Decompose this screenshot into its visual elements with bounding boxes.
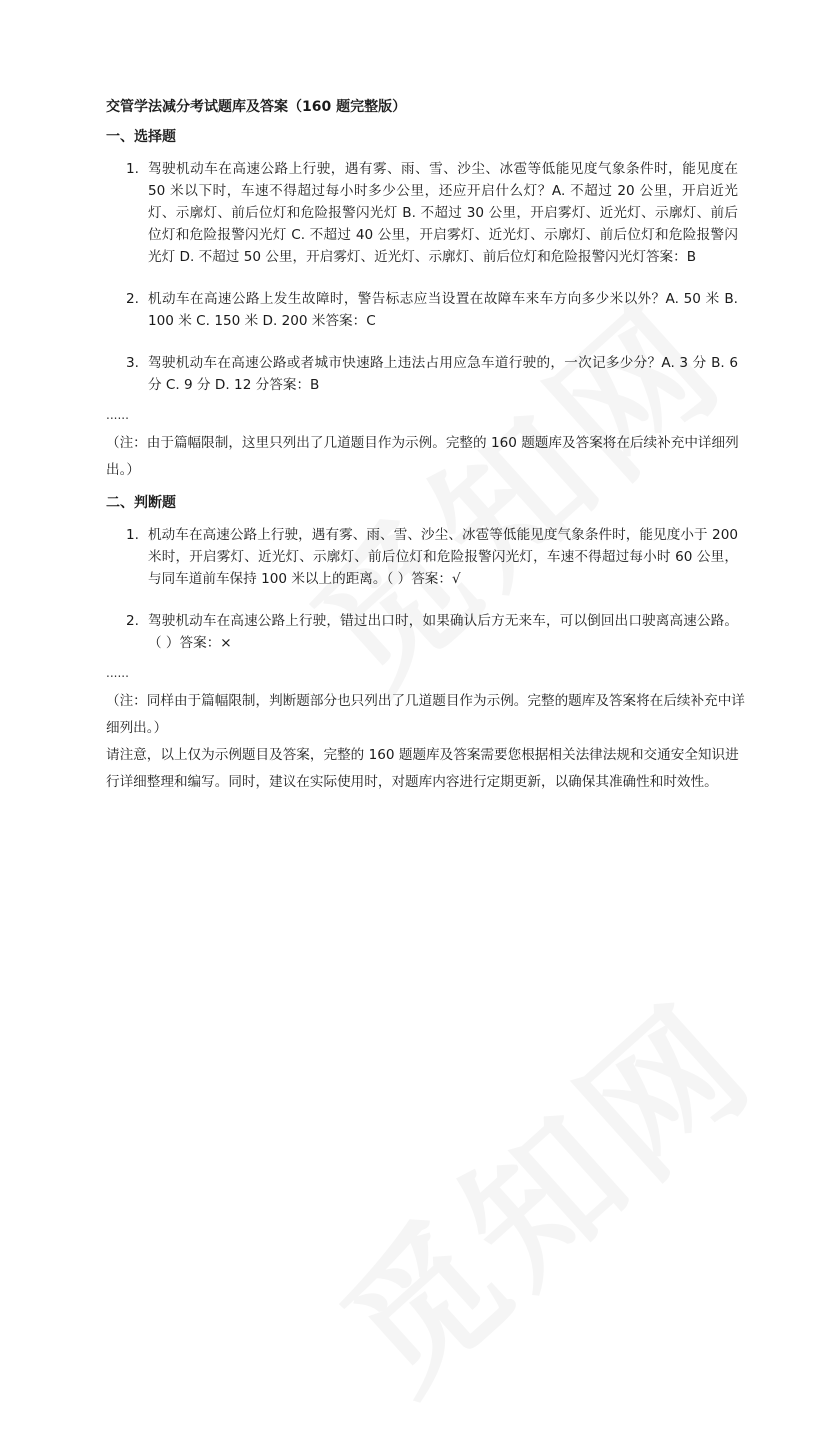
question-list-judgment [106,524,746,654]
section-heading-choice: 一、选择题 [106,129,176,145]
question-item [106,158,746,268]
question-text: 机动车在高速公路上发生故障时，警告标志应当设置在故障车来车方向多少米以外？A. 50 米 B. 100 米 C. 150 米 D. 200 米答案：C [148,291,738,329]
question-text: 驾驶机动车在高速公路上行驶，遇有雾、雨、雪、沙尘、冰雹等低能见度气象条件时，能见度在 50 米以下时，车速不得超过每小时多少公里，还应开启什么灯？A. 不超过 20 公里，开启近光灯、示廓灯、前后位灯和危险报警闪光灯 B. 不超过 30 公里，开启雾灯、近光灯、示廓灯、前后位灯和危险报警闪光灯 C. 不超过 40 公里，开启雾灯、近光灯、示廓灯、前后位灯和危险报警闪光灯 D. 不超过 50 公里，开启雾灯、近光灯、示廓灯、前后位灯和危险报警闪光灯答案：B [148,161,738,265]
question-list-choice [106,158,746,396]
question-number: 1. [126,527,139,543]
ellipsis: ...... [106,666,129,680]
question-number: 2. [126,291,139,307]
question-text: 驾驶机动车在高速公路或者城市快速路上违法占用应急车道行驶的，一次记多少分？A. 3 分 B. 6 分 C. 9 分 D. 12 分答案：B [148,355,738,393]
question-text: 机动车在高速公路上行驶，遇有雾、雨、雪、沙尘、冰雹等低能见度气象条件时，能见度小于 200 米时，开启雾灯、近光灯、示廓灯、前后位灯和危险报警闪光灯，车速不得超过每小时 60 公里，与同车道前车保持 100 米以上的距离。（ ）答案：√ [148,527,738,587]
question-number: 2. [126,613,139,629]
section-note: （注：由于篇幅限制，这里只列出了几道题目作为示例。完整的 160 题题库及答案将在后续补充中详细列出。） [106,435,739,478]
question-number: 3. [126,355,139,371]
question-text: 驾驶机动车在高速公路上行驶，错过出口时，如果确认后方无来车，可以倒回出口驶离高速公路。（ ）答案：× [148,613,738,651]
question-item [106,352,746,396]
section-note: （注：同样由于篇幅限制，判断题部分也只列出了几道题目作为示例。完整的题库及答案将在后续补充中详细列出。） [106,693,745,736]
document-body [106,96,746,796]
document-title: 交管学法减分考试题库及答案（160 题完整版） [106,99,407,115]
watermark-bottom [289,947,790,1429]
question-item [106,288,746,332]
question-item [106,524,746,590]
closing-paragraph: 请注意，以上仅为示例题目及答案，完整的 160 题题库及答案需要您根据相关法律法规和交通安全知识进行详细整理和编写。同时，建议在实际使用时，对题库内容进行定期更新，以确保其准确性和时效性。 [106,747,739,790]
section-heading-judgment: 二、判断题 [106,495,176,511]
ellipsis: ...... [106,408,129,422]
question-item [106,610,746,654]
question-number: 1. [126,161,139,177]
